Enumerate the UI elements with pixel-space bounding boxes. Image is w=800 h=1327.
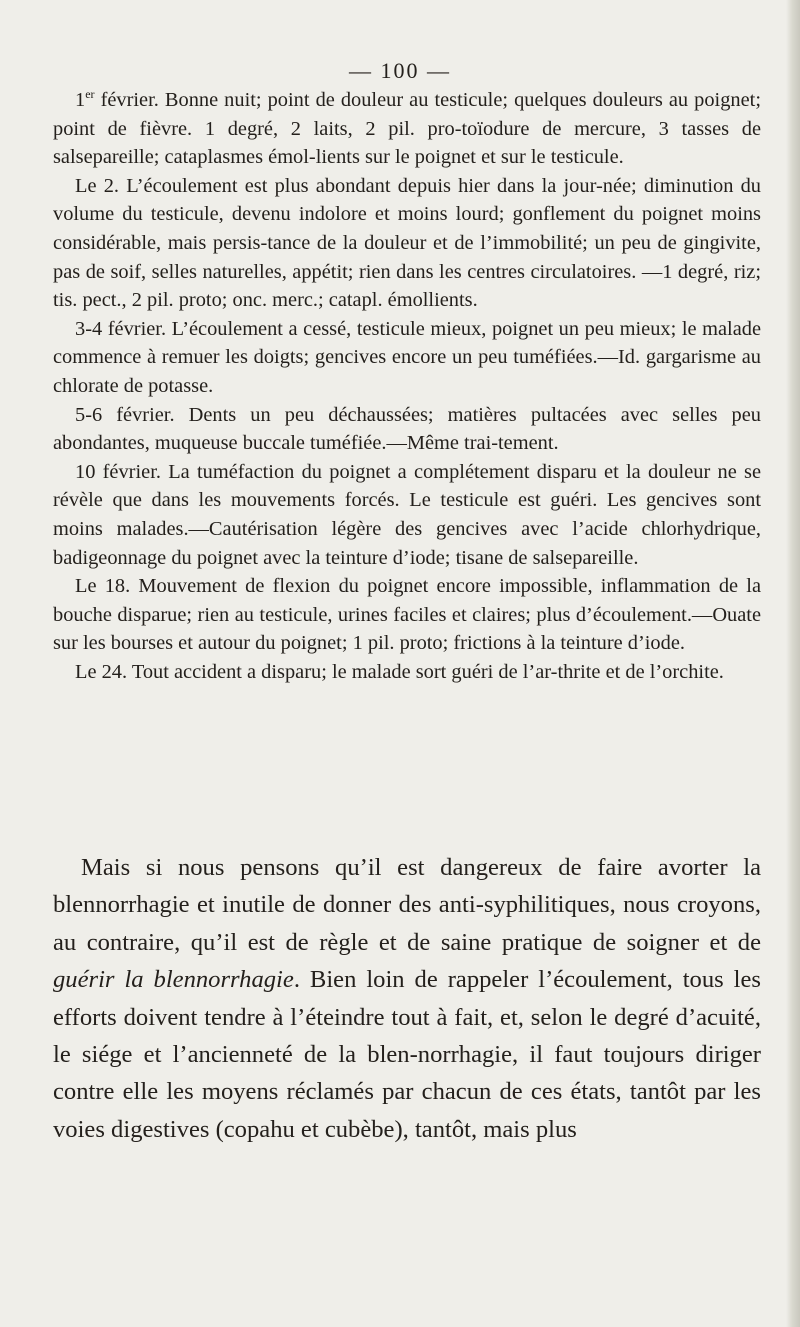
page-edge-shadow (786, 0, 800, 1327)
case-notes (53, 86, 761, 686)
entry-feb-24: Le 24. Tout accident a disparu; le malade sort guéri de l’ar-thrite et de l’orchite. (75, 660, 724, 683)
entry-feb-3-4: 3-4 février. L’écoulement a cessé, testicule mieux, poignet un peu mieux; le malade commence à remuer les doigts; gencives encore un peu tuméfiées.—Id. gargarisme au chlorate de potasse. (53, 317, 761, 397)
entry-feb-18: Le 18. Mouvement de flexion du poignet encore impossible, inflammation de la bouche disparue; rien au testicule, urines faciles et claires; plus d’écoulement.—Ouate sur les bourses et autour du poignet; 1 pil. proto; frictions à la teinture d’iode. (53, 575, 761, 655)
entry-feb-2: Le 2. L’écoulement est plus abondant depuis hier dans la jour-née; diminution du volume du testicule, devenu indolore et moins lourd; gonflement du poignet moins considérable, mais persis-tance de la douleur et de l’immobilité; un peu de gingivite, pas de soif, selles naturelles, appétit; rien dans les centres circulatoires. —1 degré, riz; tis. pect., 2 pil. proto; onc. merc.; catapl. émollients. (53, 174, 761, 312)
conclusion-end: . Bien loin de rappeler l’écoulement, tous les efforts doivent tendre à l’éteindre tout à fait, et, selon le degré d’acuité, le siége et l’ancienneté de la blen-norrhagie, il faut toujours diriger contre elle les moyens réclamés par chacun de ces états, tantôt par les voies digestives (copahu et cubèbe), tantôt, mais plus (53, 966, 761, 1143)
conclusion-start: Mais si nous pensons qu’il est dangereux de faire avorter la blennorrhagie et inutile de donner des anti-syphilitiques, nous croyons, au contraire, qu’il est de règle et de saine pratique de soigner et de (53, 854, 761, 956)
entry-feb-5-6: 5-6 février. Dents un peu déchaussées; matières pultacées avec selles peu abondantes, muqueuse buccale tuméfiée.—Même trai-tement. (53, 403, 761, 455)
conclusion-paragraph (53, 849, 761, 1148)
page-number: — 100 — (349, 58, 451, 83)
entry-text: février. Bonne nuit; point de douleur au testicule; quelques douleurs au poignet; point de fièvre. 1 degré, 2 laits, 2 pil. pro-toïodure de mercure, 3 tasses de salsepareille; cataplasmes émol-lients sur le poignet et sur le testicule. (53, 89, 761, 169)
entry-feb-1 (53, 86, 761, 172)
entry-day: 1 (75, 89, 86, 111)
ordinal-suffix: er (85, 87, 95, 101)
entry-feb-10: 10 février. La tuméfaction du poignet a complétement disparu et la douleur ne se révèle que dans les mouvements forcés. Le testicule est guéri. Les gencives sont moins malades.—Cautérisation légère des gencives avec l’acide chlorhydrique, badigeonnage du poignet avec la teinture d’iode; tisane de salsepareille. (53, 460, 761, 569)
conclusion-italic: guérir la blennorrhagie (53, 966, 294, 994)
conclusion-text (53, 849, 761, 1148)
